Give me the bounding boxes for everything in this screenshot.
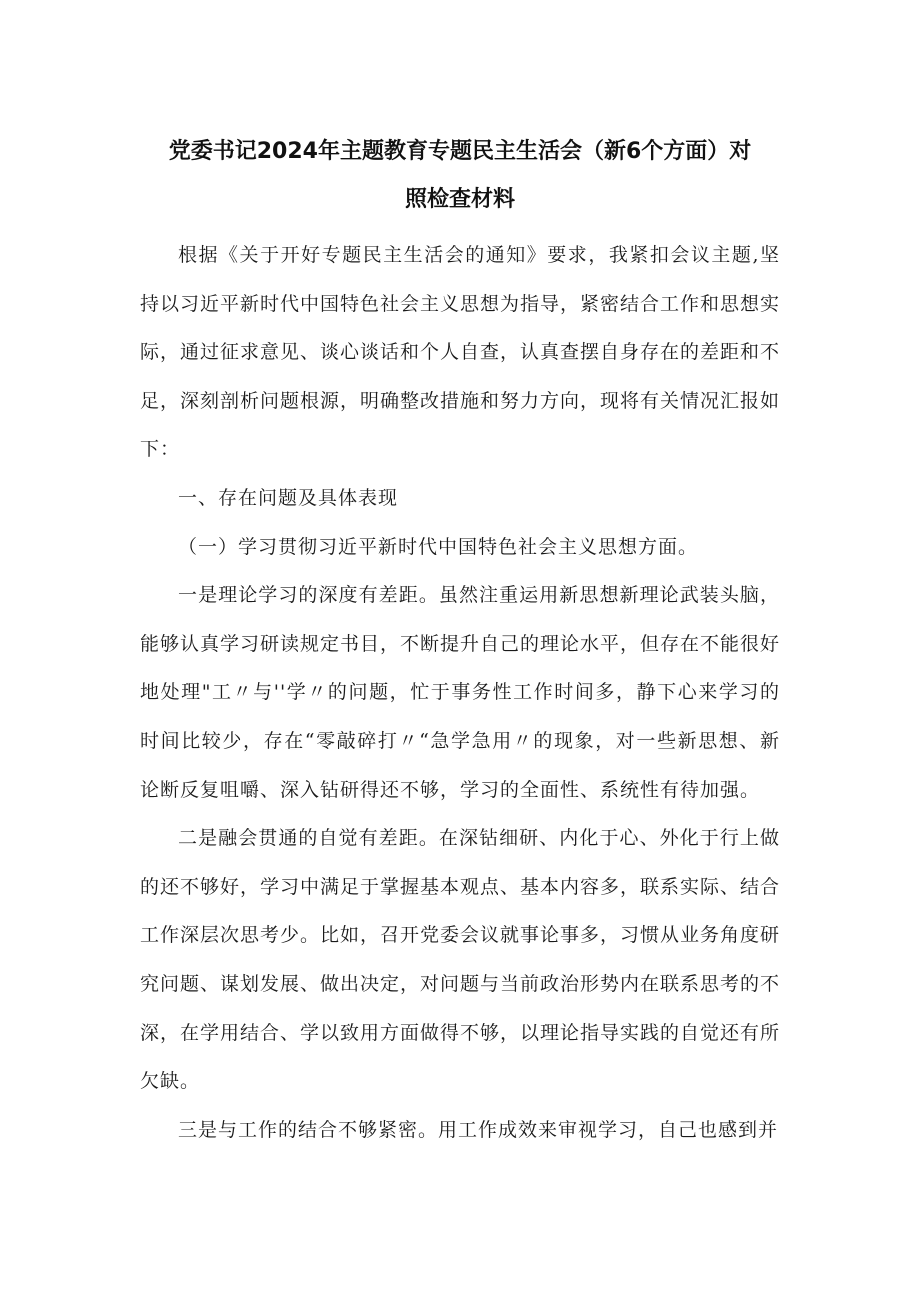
subsection-heading: （一）学习贯彻习近平新时代中国特色社会主义思想方面。 [178, 535, 699, 558]
document-title [100, 128, 820, 224]
section-heading: 一、存在问题及具体表现 [178, 486, 399, 509]
body-paragraph: 二是融会贯通的自觉有差距。在深钻细研、内化于心、外化于行上做的还不够好，学习中满足于掌握基本观点、基本内容多，联系实际、结合工作深层次思考少。比如，召开党委会议就事论事多，习惯从业务角度研究问题、谋划发展、做出决定，对问题与当前政治形势内在联系思考的不深，在学用结合、学以致用方面做得不够，以理论指导实践的自觉还有所欠缺。 [140, 827, 781, 1093]
body-paragraph: 三是与工作的结合不够紧密。用工作成效来审视学习，自己也感到并 [178, 1118, 779, 1141]
body-paragraph: 一是理论学习的深度有差距。虽然注重运用新思想新理论武装头脑，能够认真学习研读规定书目，不断提升自己的理论水平，但存在不能很好地处理"工〃与''学〃的问题，忙于事务性工作时间多，静下心来学习的时间比较少，存在“零敲碎打〃“急学急用〃的现象，对一些新思想、新论断反复咀嚼、深入钻研得还不够，学习的全面性、系统性有待加强。 [140, 584, 781, 801]
title-line-2: 照检查材料 [404, 187, 515, 212]
document-body [140, 231, 780, 1154]
title-line-1: 党委书记2024年主题教育专题民主生活会（新6个方面）对 [168, 139, 752, 164]
intro-paragraph: 根据《关于开好专题民主生活会的通知》要求，我紧扣会议主题,坚持以习近平新时代中国特色社会主义思想为指导，紧密结合工作和思想实际，通过征求意见、谈心谈话和个人自查，认真查摆自身存在的差距和不足，深刻剖析问题根源，明确整改措施和努力方向，现将有关情况汇报如下： [140, 244, 781, 461]
